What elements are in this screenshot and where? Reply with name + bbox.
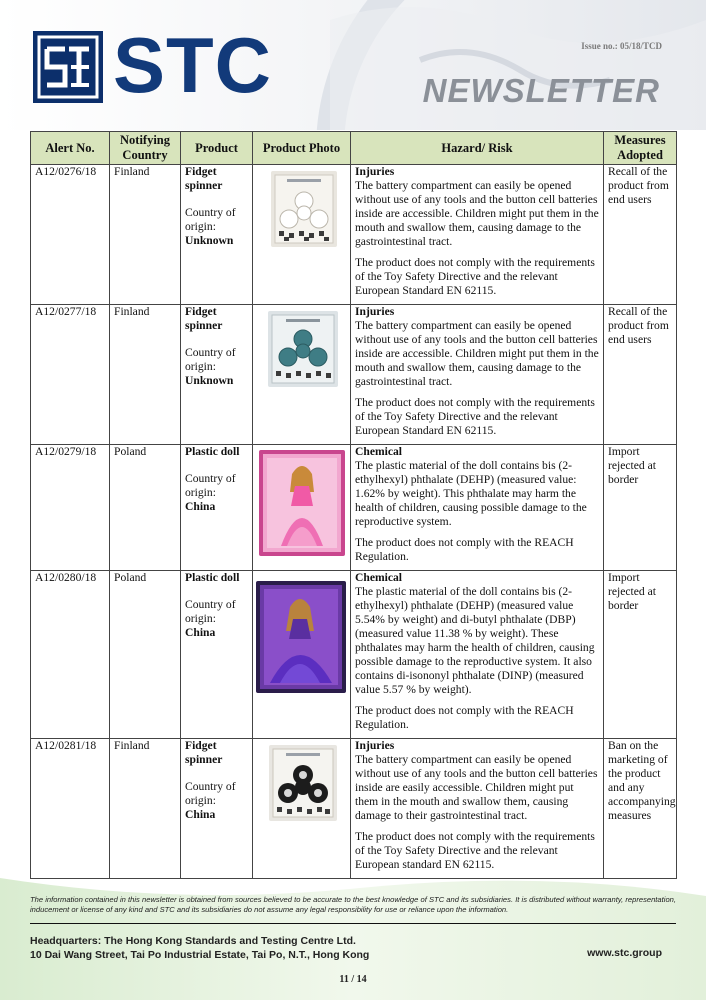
hazard-title: Injuries: [355, 165, 395, 178]
product-cell: [181, 445, 253, 571]
hazard-description: The battery compartment can easily be opened without use of any tools and the button cell batteries inside are accessible. Children might put them in the mouth and swallow them, causing damage to the gastrointestinal tract.: [355, 179, 599, 248]
table-row: [31, 739, 677, 879]
measures-adopted: Import rejected at border: [604, 571, 677, 739]
origin-value: China: [185, 808, 216, 821]
origin-value: China: [185, 500, 216, 513]
notifying-country: Finland: [110, 165, 181, 305]
col-header-hazard: Hazard/ Risk: [351, 132, 604, 165]
fidget-spinner-photo: [269, 745, 337, 821]
hazard-title: Injuries: [355, 305, 395, 318]
compliance-note: The product does not comply with the requirements of the Toy Safety Directive and the relevant European Standard EN 62115.: [355, 256, 595, 297]
alert-number: A12/0279/18: [31, 445, 110, 571]
origin-label: Country of origin:: [185, 206, 236, 233]
measures-adopted: Recall of the product from end users: [604, 165, 677, 305]
product-name: Fidget spinner: [185, 739, 223, 766]
issue-number: Issue no.: 05/18/TCD: [581, 41, 662, 51]
product-cell: [181, 305, 253, 445]
product-photo-cell: [253, 739, 351, 879]
notifying-country: Finland: [110, 305, 181, 445]
hazard-cell: [351, 305, 604, 445]
alert-number: A12/0277/18: [31, 305, 110, 445]
fidget-spinner-photo: [268, 311, 338, 387]
table-row: [31, 571, 677, 739]
col-header-product: Product: [181, 132, 253, 165]
hazard-cell: [351, 739, 604, 879]
newsletter-title: NEWSLETTER: [422, 72, 660, 109]
hq-line-2: 10 Dai Wang Street, Tai Po Industrial Estate, Tai Po, N.T., Hong Kong: [30, 949, 370, 961]
product-photo-cell: [253, 305, 351, 445]
product-name: Fidget spinner: [185, 305, 223, 332]
compliance-note: The product does not comply with the REACH Regulation.: [355, 704, 574, 731]
measures-adopted: Import rejected at border: [604, 445, 677, 571]
origin-value: Unknown: [185, 234, 234, 247]
hq-line-1: Headquarters: The Hong Kong Standards and Testing Centre Ltd.: [30, 935, 356, 947]
stc-logo-text: STC: [113, 21, 272, 109]
compliance-note: The product does not comply with the requirements of the Toy Safety Directive and the relevant European Standard EN 62115.: [355, 396, 595, 437]
measures-adopted: Recall of the product from end users: [604, 305, 677, 445]
plastic-doll-photo: [256, 581, 346, 693]
table-header-row: [31, 132, 677, 165]
product-photo-cell: [253, 445, 351, 571]
hazard-description: The battery compartment can easily be opened without use of any tools and the button cell batteries inside are accessible. Children might put them in the mouth and swallow them, causing damage to the gastrointestinal tract.: [355, 319, 599, 388]
headquarters-address: [30, 934, 369, 962]
product-name: Plastic doll: [185, 445, 240, 458]
product-cell: [181, 165, 253, 305]
alert-number: A12/0276/18: [31, 165, 110, 305]
product-name: Plastic doll: [185, 571, 240, 584]
hazard-cell: [351, 571, 604, 739]
notifying-country: Poland: [110, 445, 181, 571]
hazard-cell: [351, 165, 604, 305]
compliance-note: The product does not comply with the requirements of the Toy Safety Directive and the relevant European standard EN 62115.: [355, 830, 595, 871]
table-row: [31, 445, 677, 571]
hazard-title: Chemical: [355, 571, 403, 584]
notifying-country: Finland: [110, 739, 181, 879]
origin-label: Country of origin:: [185, 472, 236, 499]
product-name: Fidget spinner: [185, 165, 223, 192]
footer-divider: [30, 923, 676, 924]
product-photo-cell: [253, 165, 351, 305]
col-header-country: Notifying Country: [110, 132, 181, 165]
col-header-alert: Alert No.: [31, 132, 110, 165]
product-cell: [181, 571, 253, 739]
hazard-title: Injuries: [355, 739, 395, 752]
measures-adopted: Ban on the marketing of the product and any accompanying measures: [604, 739, 677, 879]
col-header-photo: Product Photo: [253, 132, 351, 165]
origin-label: Country of origin:: [185, 598, 236, 625]
table-row: [31, 305, 677, 445]
page-header: [0, 0, 706, 130]
page-number: 11 / 14: [339, 974, 367, 985]
alerts-table: [30, 131, 677, 879]
product-cell: [181, 739, 253, 879]
stc-logo-icon: [33, 31, 103, 103]
hazard-description: The plastic material of the doll contains bis (2-ethylhexyl) phthalate (DEHP) (measured value: 1.62% by weight). This phthalate may harm the health of children, causing possible damage to the reproductive system.: [355, 459, 587, 528]
fidget-spinner-photo: [271, 171, 337, 247]
origin-label: Country of origin:: [185, 346, 236, 373]
origin-value: Unknown: [185, 374, 234, 387]
header-globe-background: [0, 0, 706, 130]
hazard-title: Chemical: [355, 445, 403, 458]
product-photo-cell: [253, 571, 351, 739]
origin-value: China: [185, 626, 216, 639]
hazard-description: The plastic material of the doll contains bis (2-ethylhexyl) phthalate (DEHP) (measured value 5.54% by weight) and di-butyl phthalate (DBP) (measured value 11.38 % by weight). These phthalates may harm the health of children, causing possible damage to the reproductive system. It also contains di-isononyl phthalate (DINP) (measured value 5.57 % by weight).: [355, 585, 595, 696]
origin-label: Country of origin:: [185, 780, 236, 807]
alert-number: A12/0280/18: [31, 571, 110, 739]
notifying-country: Poland: [110, 571, 181, 739]
disclaimer-text: The information contained in this newsletter is obtained from sources believed to be accurate to the best knowledge of STC and its subsidiaries. It is distributed without warranty, representation, inducement or license of any kind and STC and its subsidiaries do not assume any legal responsibility for use or reliance upon the information.: [30, 895, 676, 914]
col-header-measures: Measures Adopted: [604, 132, 677, 165]
plastic-doll-photo: [259, 450, 345, 556]
hazard-description: The battery compartment can easily be opened without use of any tools and the button cell batteries inside are easily accessible. Children might put them in the mouth and swallow them, causing damage to their gastrointestinal tract.: [355, 753, 598, 822]
alert-number: A12/0281/18: [31, 739, 110, 879]
hazard-cell: [351, 445, 604, 571]
table-row: [31, 165, 677, 305]
website-link[interactable]: www.stc.group: [587, 947, 662, 959]
compliance-note: The product does not comply with the REACH Regulation.: [355, 536, 574, 563]
